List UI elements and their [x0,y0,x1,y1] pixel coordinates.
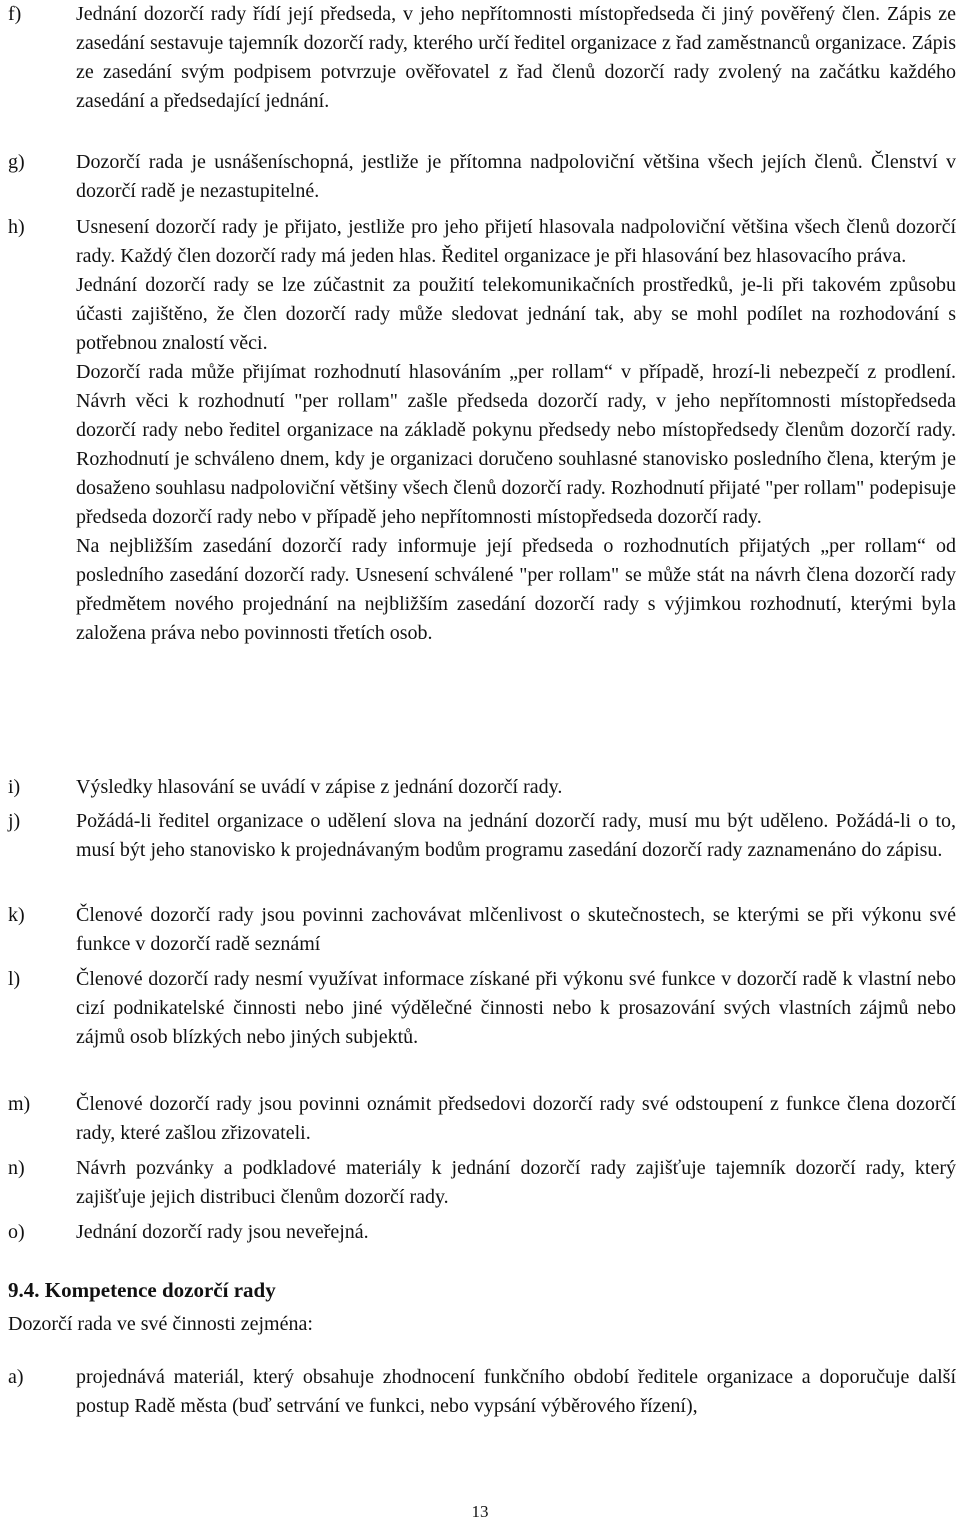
list-item-n [8,1154,956,1212]
paragraph: Dozorčí rada je usnášeníschopná, jestliže je přítomna nadpoloviční většina všech jejích členů. Členství v dozorčí radě je nezastupitelné. [76,151,956,202]
item-body [76,1218,956,1247]
item-body [76,1154,956,1212]
paragraph: Na nejbližším zasedání dozorčí rady informuje její předseda o rozhodnutích přijatých „per rollam“ od posledního zasedání dozorčí rady. Usnesení schválené "per rollam" se může stát na návrh člena dozorčí rady předmětem nového projednání na nejbližším zasedání dozorčí rady s výjimkou rozhodnutí, kterými byla založena práva nebo povinnosti třetích osob. [76,535,956,644]
item-label: a) [8,1366,24,1388]
item-body [76,1090,956,1148]
competence-item-a [8,1363,956,1421]
paragraph: Návrh pozvánky a podkladové materiály k jednání dozorčí rady zajišťuje tajemník dozorčí rady, který zajišťuje jejich distribuci členům dozorčí rady. [76,1157,956,1208]
list-item-g [8,148,956,206]
paragraph: Usnesení dozorčí rady je přijato, jestliže pro jeho přijetí hlasovala nadpoloviční většina všech členů dozorčí rady. Každý člen dozorčí rady má jeden hlas. Ředitel organizace je při hlasování bez hlasovacího práva. [76,216,956,267]
list-item-k [8,901,956,959]
item-label: o) [8,1221,25,1243]
item-body [76,965,956,1052]
paragraph: Jednání dozorčí rady řídí její předseda, v jeho nepřítomnosti místopředseda či jiný pověřený člen. Zápis ze zasedání sestavuje tajemník dozorčí rady, kterého určí ředitel organizace z řad zaměstnanců organizace. Zápis ze zasedání svým podpisem potvrzuje ověřovatel z řad členů dozorčí rady zvolený na začátku každého zasedání a předsedající jednání. [76,3,956,112]
item-body [76,1363,956,1421]
item-label: m) [8,1093,31,1115]
item-body [76,773,956,802]
paragraph: projednává materiál, který obsahuje zhodnocení funkčního období ředitele organizace a doporučuje další postup Radě města (buď setrvání ve funkci, nebo vypsání výběrového řízení), [76,1366,956,1417]
item-body [76,148,956,206]
item-label: f) [8,3,22,25]
item-label: i) [8,776,21,798]
paragraph: Dozorčí rada může přijímat rozhodnutí hlasováním „per rollam“ v případě, hrozí-li nebezpečí z prodlení. Návrh věci k rozhodnutí "per rollam" zašle předseda dozorčí rady, v jeho nepřítomnosti místopředseda dozorčí rady nebo ředitel organizace na základě pokynu předsedy nebo místopředsedy členům dozorčí rady. Rozhodnutí je schváleno dnem, kdy je organizaci doručeno souhlasné stanovisko posledního člena, kterým je dosaženo souhlasu nadpoloviční většiny všech členů dozorčí rady. Rozhodnutí přijaté "per rollam" podepisuje předseda dozorčí rady nebo v případě jeho nepřítomnosti místopředseda dozorčí rady. [76,361,956,528]
paragraph: Členové dozorčí rady jsou povinni zachovávat mlčenlivost o skutečnostech, se kterými se při výkonu své funkce v dozorčí radě seznámí [76,904,956,955]
item-body [76,213,956,648]
item-label: h) [8,216,25,238]
list-item-h [8,213,956,648]
item-body [76,901,956,959]
item-label: g) [8,151,25,173]
item-label: l) [8,968,21,990]
section-intro: Dozorčí rada ve své činnosti zejména: [8,1313,313,1335]
list-item-m [8,1090,956,1148]
paragraph: Členové dozorčí rady nesmí využívat informace získané při výkonu své funkce v dozorčí radě k vlastní nebo cizí podnikatelské činnosti nebo jiné výdělečné činnosti nebo k prosazování svých vlastních zájmů nebo zájmů osob blízkých nebo jiných subjektů. [76,968,956,1048]
list-item-l [8,965,956,1052]
list-item-i [8,773,956,802]
paragraph: Jednání dozorčí rady jsou neveřejná. [76,1221,369,1243]
item-label: n) [8,1157,25,1179]
paragraph: Výsledky hlasování se uvádí v zápise z jednání dozorčí rady. [76,776,563,798]
item-label: j) [8,810,21,832]
list-item-o [8,1218,956,1247]
item-label: k) [8,904,25,926]
paragraph: Členové dozorčí rady jsou povinni oznámit předsedovi dozorčí rady své odstoupení z funkce člena dozorčí rady, které zašlou zřizovateli. [76,1093,956,1144]
item-body [76,0,956,116]
page-number: 13 [471,1502,489,1521]
list-item-j [8,807,956,865]
item-body [76,807,956,865]
list-item-f [8,0,956,116]
paragraph: Jednání dozorčí rady se lze zúčastnit za použití telekomunikačních prostředků, je-li při takovém způsobu účasti zajištěno, že člen dozorčí rady může sledovat jednání tak, aby se mohl podílet na rozhodování s potřebnou znalostí věci. [76,274,956,354]
section-heading: 9.4. Kompetence dozorčí rady [8,1278,276,1302]
paragraph: Požádá-li ředitel organizace o udělení slova na jednání dozorčí rady, musí mu být uděleno. Požádá-li o to, musí být jeho stanovisko k projednávaným bodům programu zasedání dozorčí rady zaznamenáno do zápisu. [76,810,956,861]
